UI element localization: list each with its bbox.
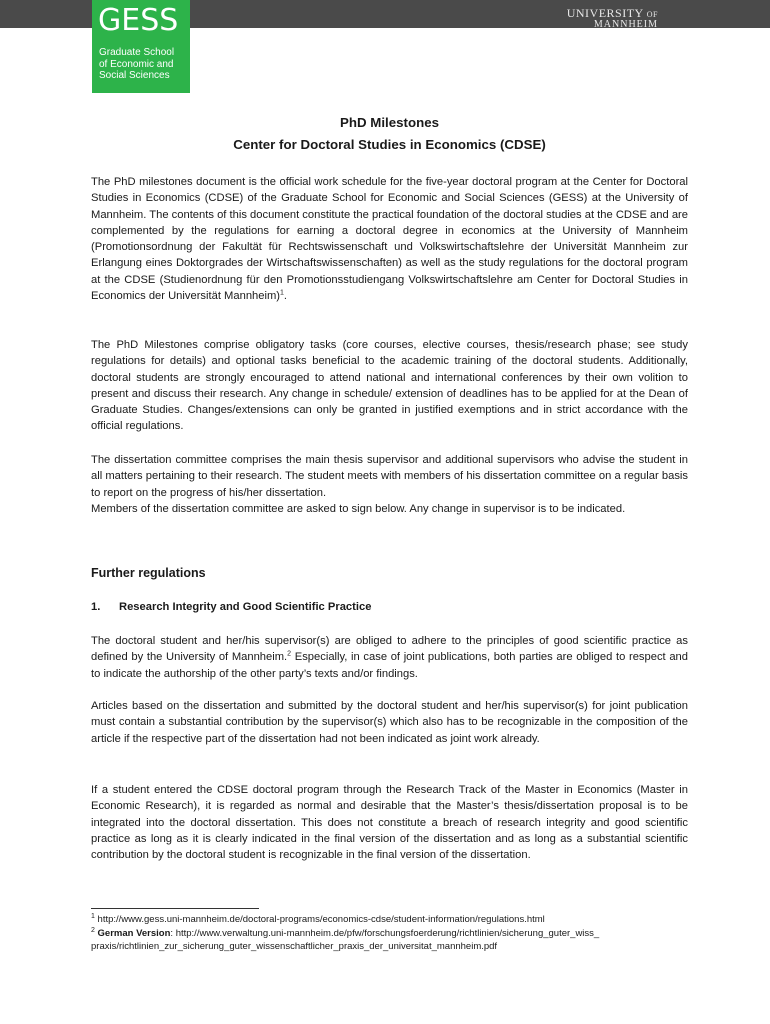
intro-p1-end: . [283, 290, 288, 303]
gess-subtitle-line: Social Sciences [99, 70, 170, 81]
uni-logo-line1: UNIVERSITY [566, 6, 644, 20]
intro-p3-text: The dissertation committee comprises the main thesis supervisor and additional supervisors who advise the student in all matters pertaining to their research. The student meets with members of his dissertation committee on a regular basis to report on the progress of his/her dissertation. [91, 454, 688, 499]
section-number: 1. [91, 601, 101, 613]
title-line2: Center for Doctoral Studies in Economics (CDSE) [233, 137, 546, 152]
intro-paragraph-3 [91, 452, 688, 517]
footnote-ref-2: 2 [287, 650, 292, 658]
footnote-link[interactable]: : http://www.verwaltung.uni-mannheim.de/pfw/forschungsfoerderung/richtlinien/sicherung_guter_wiss_ [170, 928, 600, 939]
regulation-paragraph-1 [91, 633, 688, 682]
uni-logo-line2: MANNHEIM [593, 19, 658, 30]
footnote-number: 1 [91, 912, 95, 920]
section-title: Research Integrity and Good Scientific Practice [119, 601, 372, 613]
gess-subtitle-line: Graduate School [99, 47, 175, 58]
footnote-ref-1: 1 [280, 289, 284, 297]
university-logo [567, 7, 658, 30]
intro-paragraph-1 [91, 174, 688, 304]
footnote-divider [91, 908, 259, 909]
regulation-paragraph-2: Articles based on the dissertation and submitted by the doctoral student and her/his supervisor(s) for joint publication must contain a substantial contribution by the supervisor(s) which also has to be recognizable in the composition of the article if the respective part of the dissertation had not been indicated as joint work already. [91, 700, 688, 745]
uni-logo-of: OF [646, 10, 658, 19]
reg-p1-text-b: Especially, in case of joint publications, both parties are obliged to respect and to indicate the authorship of the other party’s texts and/or findings. [91, 651, 688, 680]
intro-p3b-text: Members of the dissertation committee are asked to sign below. Any change in supervisor is to be indicated. [91, 502, 626, 515]
section-1-heading [91, 601, 371, 613]
document-title [91, 112, 688, 156]
regulation-paragraph-3: If a student entered the CDSE doctoral program through the Research Track of the Master in Economics (Master in Economic Research), it is regarded as normal and desirable that the Master’s thesis/dissertation proposal is to be integrated into the doctoral dissertation. This does not constitute a breach of research integrity and good scientific practice as long as it is clearly indicated in the final version of the dissertation and as long as a substantial scientific contribution by the doctoral student is recognizable in the final version of the dissertation. [91, 784, 688, 862]
gess-logo [92, 0, 190, 93]
intro-p1-text: The PhD milestones document is the official work schedule for the five-year doctoral program at the Center for Doctoral Studies in Economics (CDSE) of the Graduate School for Economic and Social Sciences (GESS) at the University of Mannheim. The contents of this document constitute the practical foundation of the doctoral studies at the CDSE and are complemented by the regulations for earning a doctoral degree in economics at the University of Mannheim (Promotionsordnung der Fakultät für Rechtswissenschaft und Volkswirtschaftslehre der Universität Mannheim zur Erlangung eines Doktorgrades der Wirtschaftswissenschaften) as well as the study regulations for the doctoral program at the CDSE (Studienordnung für den Promotionsstudiengang Volkswirtschaftslehre am Center for Doctoral Studies in Economics der Universität Mannheim) [91, 176, 688, 303]
title-line1: PhD Milestones [339, 115, 439, 130]
footnote-number: 2 [91, 926, 95, 934]
footnote-link[interactable]: http://www.gess.uni-mannheim.de/doctoral-programs/economics-cdse/student-information/regulations.html [94, 914, 545, 925]
footnote-2 [91, 928, 691, 953]
gess-subtitle-line: of Economic and [99, 58, 174, 70]
gess-logo-subtitle [99, 47, 174, 82]
gess-logo-title: GESS [98, 3, 179, 38]
intro-paragraph-2: The PhD Milestones comprise obligatory tasks (core courses, elective courses, thesis/research phase; see study regulations for details) and optional tasks beneficial to the academic training of the doctoral students. Additionally, doctoral students are strongly encouraged to attend national and international conferences by their own volition to present and discuss their research. Any change in schedule/ extension of deadlines has to be applied for at the Dean of Graduate Studies. Changes/extensions can only be granted in justified exemptions and in strict accordance with the official regulations. [91, 339, 688, 433]
footnote-label: German Version [94, 928, 171, 939]
reg-p1-text: The doctoral student and her/his supervisor(s) are obliged to adhere to the principles of good scientific practice as defined by the University of Mannheim. [91, 635, 688, 664]
footnote-1 [91, 914, 691, 927]
footnote-link-cont[interactable]: praxis/richtlinien_zur_sicherung_guter_wissenschaftlicher_praxis_der_universitat_mannheim.pdf [91, 940, 498, 952]
further-regulations-heading: Further regulations [91, 566, 206, 580]
